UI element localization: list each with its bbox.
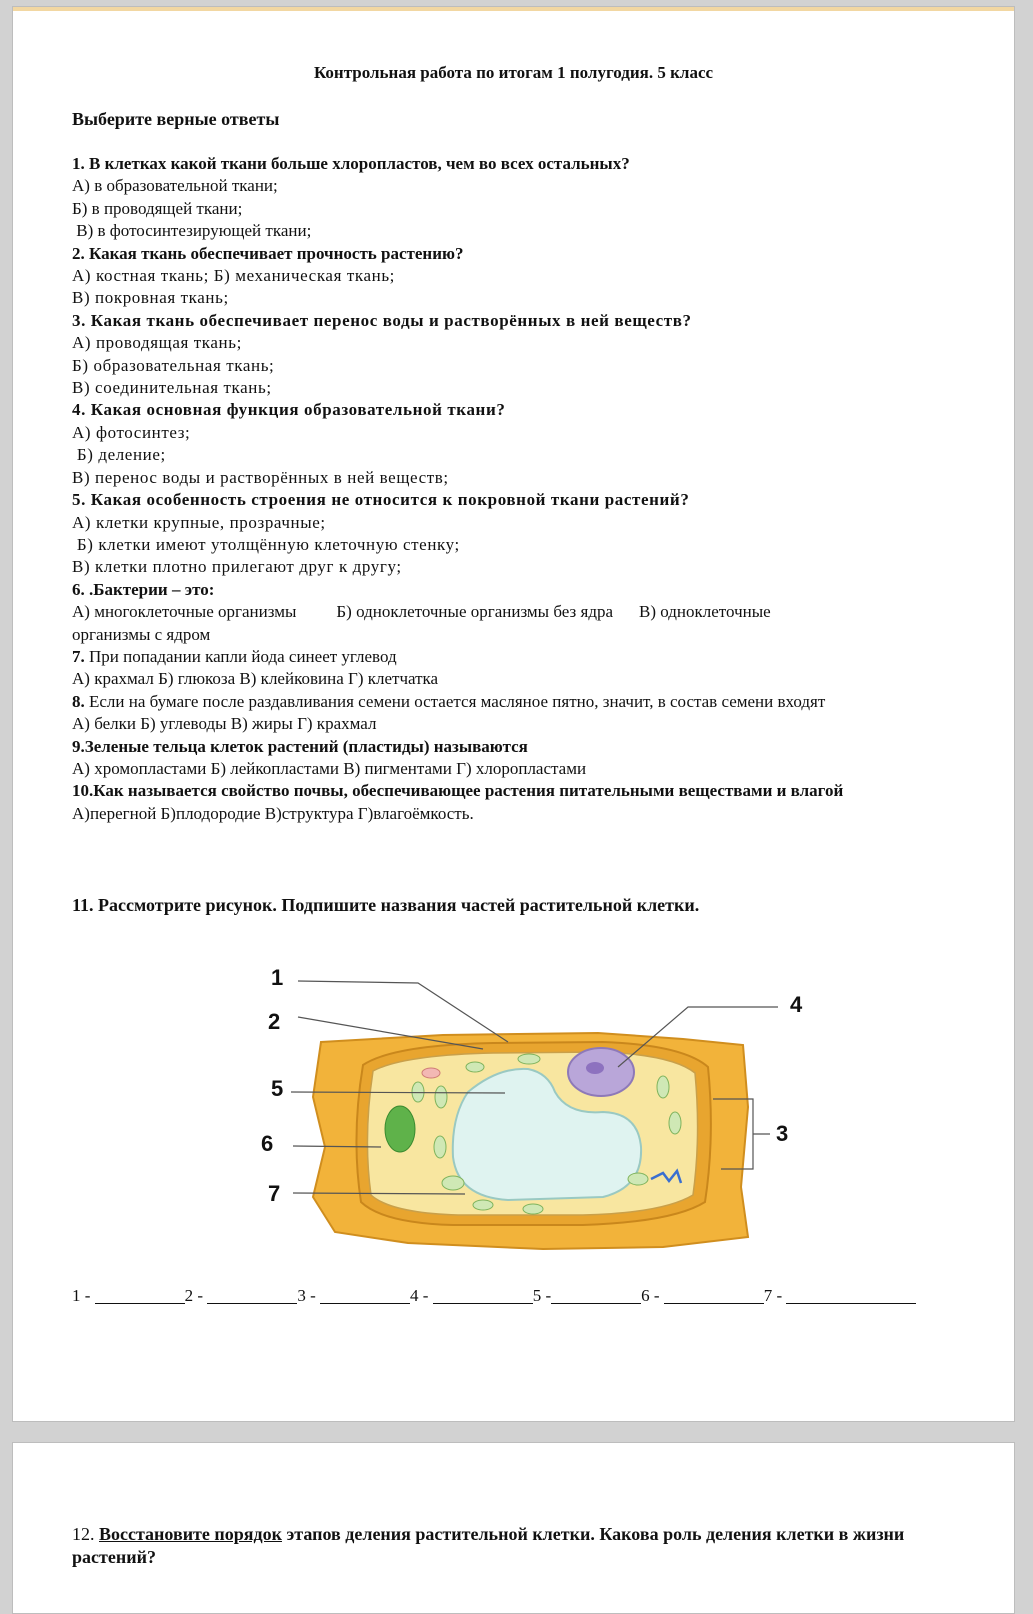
- question-9: 9.Зеленые тельца клеток растений (пластиды) называются: [72, 736, 528, 756]
- answer-10: А)перегной Б)плодородие В)структура Г)влагоёмкость.: [72, 803, 474, 823]
- chloroplast: [466, 1062, 484, 1072]
- answer-6c: В) одноклеточные: [639, 602, 771, 622]
- chloroplast: [518, 1054, 540, 1064]
- question-12-text: этапов деления растительной клетки. Какова роль деления клетки в жизни растений?: [72, 1524, 905, 1567]
- answer-7: А) крахмал Б) глюкоза В) клейковина Г) клетчатка: [72, 669, 439, 689]
- answer-6c-cont: организмы с ядром: [72, 624, 211, 644]
- plant-cell-figure: [243, 947, 833, 1267]
- question-12-underlined: Восстановите порядок: [99, 1524, 282, 1544]
- questions-list: [72, 153, 952, 825]
- figure-label-5: 5: [271, 1076, 284, 1101]
- question-4: 4. Какая основная функция образовательной ткани?: [72, 400, 506, 420]
- page-1: [12, 6, 1015, 1422]
- answer-blanks-row: [72, 1285, 916, 1306]
- blank-label-6: 6 -: [641, 1286, 660, 1305]
- chloroplast: [473, 1200, 493, 1210]
- blank-label-7: 7 -: [763, 1286, 783, 1305]
- answer-1c: В) в фотосинтезирующей ткани;: [72, 221, 312, 241]
- question-3: 3. Какая ткань обеспечивает перенос воды и растворённых в ней веществ?: [72, 310, 692, 330]
- answer-4b: Б) деление;: [72, 445, 166, 465]
- figure-label-7: 7: [268, 1181, 281, 1206]
- blank-line-7[interactable]: [786, 1285, 916, 1304]
- question-8-num: 8.: [72, 691, 85, 711]
- question-12-num: 12.: [72, 1524, 99, 1544]
- question-8: [72, 691, 952, 713]
- answer-3c: В) соединительная ткань;: [72, 378, 272, 398]
- answer-5b: Б) клетки имеют утолщённую клеточную стенку;: [72, 534, 460, 554]
- answer-4c: В) перенос воды и растворённых в ней веществ;: [72, 467, 449, 487]
- question-1: 1. В клетках какой ткани больше хлоропластов, чем во всех остальных?: [72, 154, 630, 173]
- answer-4a: А) фотосинтез;: [72, 422, 191, 442]
- blank-line-4[interactable]: [433, 1285, 533, 1304]
- question-6: 6. .Бактерии – это:: [72, 579, 215, 599]
- figure-label-2: 2: [268, 1009, 281, 1034]
- answer-8: А) белки Б) углеводы В) жиры Г) крахмал: [72, 714, 377, 734]
- figure-label-6: 6: [261, 1131, 274, 1156]
- figure-label-3: 3: [776, 1121, 789, 1146]
- answer-5c: В) клетки плотно прилегают друг к другу;: [72, 557, 402, 577]
- instruction-heading: Выберите верные ответы: [72, 109, 280, 129]
- answer-1b: Б) в проводящей ткани;: [72, 198, 243, 218]
- chloroplast: [669, 1112, 681, 1134]
- question-7-num: 7.: [72, 646, 85, 666]
- chloroplast: [435, 1086, 447, 1108]
- answer-6b: Б) одноклеточные организмы без ядра: [336, 602, 614, 622]
- blank-label-5: 5 -: [532, 1286, 552, 1305]
- blank-line-1[interactable]: [95, 1285, 185, 1304]
- blank-line-2[interactable]: [207, 1285, 297, 1304]
- blank-label-3: 3 -: [297, 1286, 316, 1305]
- answer-6a: А) многоклеточные организмы: [72, 602, 297, 622]
- page-2: [12, 1442, 1015, 1614]
- blank-line-5[interactable]: [551, 1285, 641, 1304]
- answer-3a: А) проводящая ткань;: [72, 333, 242, 353]
- chloroplast: [523, 1204, 543, 1214]
- answer-2b: В) покровная ткань;: [72, 288, 229, 308]
- blank-label-1: 1 -: [72, 1286, 91, 1305]
- blank-label-2: 2 -: [184, 1286, 204, 1305]
- answer-9: А) хромопластами Б) лейкопластами В) пигментами Г) хлоропластами: [72, 758, 587, 778]
- chloroplast: [628, 1173, 648, 1185]
- blank-line-6[interactable]: [664, 1285, 764, 1304]
- answer-2a: А) костная ткань; Б) механическая ткань;: [72, 266, 395, 286]
- question-7: [72, 646, 952, 668]
- question-11: 11. Рассмотрите рисунок. Подпишите названия частей растительной клетки.: [72, 895, 700, 915]
- answer-6-row: [72, 601, 952, 623]
- chloroplast: [385, 1106, 415, 1152]
- blank-label-4: 4 -: [410, 1286, 429, 1305]
- figure-label-1: 1: [271, 965, 284, 990]
- chloroplast: [422, 1068, 440, 1078]
- question-7-text: При попадании капли йода синеет углевод: [84, 646, 397, 666]
- chloroplast: [657, 1076, 669, 1098]
- question-10: 10.Как называется свойство почвы, обеспечивающее растения питательными веществами и влагой: [72, 781, 844, 801]
- question-2: 2. Какая ткань обеспечивает прочность растению?: [72, 243, 464, 263]
- answer-3b: Б) образовательная ткань;: [72, 355, 275, 375]
- page-top-border: [13, 7, 1014, 11]
- answer-1a: А) в образовательной ткани;: [72, 176, 278, 196]
- question-12: [72, 1523, 972, 1569]
- question-8-text: Если на бумаге после раздавливания семени остается масляное пятно, значит, в состав семени входят: [84, 691, 826, 711]
- question-5: 5. Какая особенность строения не относится к покровной ткани растений?: [72, 490, 690, 510]
- answer-5a: А) клетки крупные, прозрачные;: [72, 512, 326, 532]
- blank-line-3[interactable]: [320, 1285, 410, 1304]
- chloroplast: [434, 1136, 446, 1158]
- figure-label-4: 4: [790, 992, 803, 1017]
- nucleolus: [586, 1062, 604, 1074]
- chloroplast: [442, 1176, 464, 1190]
- page-title: Контрольная работа по итогам 1 полугодия. 5 класс: [313, 63, 714, 82]
